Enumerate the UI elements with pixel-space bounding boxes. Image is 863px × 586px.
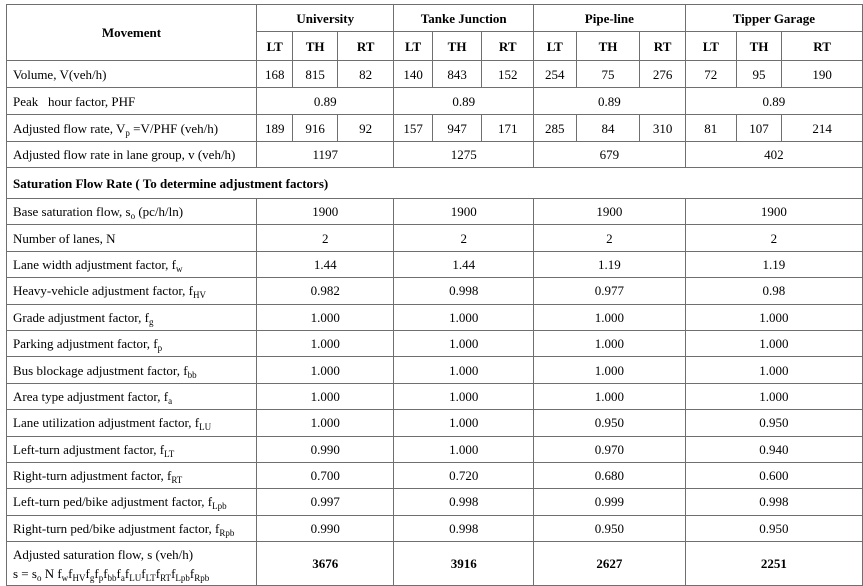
value-cell: 947 <box>432 115 482 142</box>
factor-label: Number of lanes, N <box>7 225 257 251</box>
factor-label: Lane width adjustment factor, $f_w$ <box>7 251 257 277</box>
factor-value-cell: 1900 <box>685 199 862 225</box>
movement-th: TH <box>736 32 781 61</box>
value-cell: 276 <box>640 61 685 88</box>
factor-value-cell: 0.998 <box>685 489 862 515</box>
value-cell: 285 <box>533 115 576 142</box>
traffic-analysis-table <box>6 4 863 586</box>
factor-value-cell: 1.000 <box>256 357 394 383</box>
value-cell: 815 <box>293 61 337 88</box>
factor-value-cell: 1.000 <box>685 383 862 409</box>
saturation-factor-row <box>7 225 863 251</box>
factor-label: Right-turn adjustment factor, $f_{RT}$ <box>7 462 257 488</box>
value-cell: 254 <box>533 61 576 88</box>
factor-value-cell: 1900 <box>256 199 394 225</box>
value-cell: 0.89 <box>685 88 862 115</box>
factor-value-cell: 1.000 <box>685 304 862 330</box>
saturation-factor-row <box>7 304 863 330</box>
factor-value-cell: 0.950 <box>685 515 862 541</box>
adjusted-saturation-title: Adjusted saturation flow, s (veh/h) <box>13 546 194 562</box>
factor-value-cell: 0.720 <box>394 462 533 488</box>
factor-value-cell: 1.000 <box>256 383 394 409</box>
movement-rt: RT <box>482 32 534 61</box>
volume-label: Volume, V(veh/h) <box>7 61 257 88</box>
saturation-factor-row <box>7 489 863 515</box>
saturation-factor-row <box>7 251 863 277</box>
factor-value-cell: 0.600 <box>685 462 862 488</box>
factor-value-cell: 1.000 <box>394 383 533 409</box>
factor-value-cell: 2 <box>685 225 862 251</box>
adjusted-saturation-value: 2627 <box>533 542 685 586</box>
factor-label: Right-turn ped/bike adjustment factor, $f_{Rpb}$ <box>7 515 257 541</box>
factor-value-cell: 1.44 <box>256 251 394 277</box>
saturation-factor-row <box>7 199 863 225</box>
volume-row <box>7 61 863 88</box>
value-cell: 0.89 <box>533 88 685 115</box>
approach-university: University <box>256 5 394 32</box>
value-cell: 402 <box>685 142 862 168</box>
factor-value-cell: 0.98 <box>685 278 862 304</box>
value-cell: 92 <box>337 115 394 142</box>
value-cell: 916 <box>293 115 337 142</box>
factor-value-cell: 1.000 <box>256 410 394 436</box>
value-cell: 168 <box>256 61 292 88</box>
movement-rt: RT <box>640 32 685 61</box>
factor-value-cell: 0.998 <box>394 515 533 541</box>
value-cell: 0.89 <box>256 88 394 115</box>
factor-label: Base saturation flow, $s_o$ (pc/h/ln) <box>7 199 257 225</box>
value-cell: 189 <box>256 115 292 142</box>
adjusted-saturation-value: 3916 <box>394 542 533 586</box>
saturation-factor-row <box>7 330 863 356</box>
factor-label: Bus blockage adjustment factor, $f_{bb}$ <box>7 357 257 383</box>
value-cell: 72 <box>685 61 736 88</box>
movement-header: Movement <box>7 5 257 61</box>
factor-value-cell: 0.982 <box>256 278 394 304</box>
value-cell: 310 <box>640 115 685 142</box>
factor-value-cell: 0.999 <box>533 489 685 515</box>
saturation-factor-row <box>7 278 863 304</box>
movement-th: TH <box>432 32 482 61</box>
value-cell: 190 <box>782 61 863 88</box>
factor-value-cell: 0.950 <box>533 515 685 541</box>
lane-group-flow-label: Adjusted flow rate in lane group, v (veh/h) <box>7 142 257 168</box>
saturation-factor-row <box>7 515 863 541</box>
value-cell: 82 <box>337 61 394 88</box>
value-cell: 95 <box>736 61 781 88</box>
factor-value-cell: 1.000 <box>533 357 685 383</box>
factor-value-cell: 1.19 <box>533 251 685 277</box>
factor-value-cell: 1.000 <box>394 436 533 462</box>
factor-value-cell: 1.000 <box>685 330 862 356</box>
factor-value-cell: 0.940 <box>685 436 862 462</box>
value-cell: 157 <box>394 115 432 142</box>
factor-value-cell: 0.998 <box>394 278 533 304</box>
value-cell: 843 <box>432 61 482 88</box>
factor-value-cell: 1900 <box>533 199 685 225</box>
factor-value-cell: 0.950 <box>533 410 685 436</box>
adjusted-flow-label: Adjusted flow rate, $V_p =V/PHF$ (veh/h) <box>7 115 257 142</box>
lane-group-flow-row <box>7 142 863 168</box>
factor-value-cell: 0.977 <box>533 278 685 304</box>
value-cell: 1197 <box>256 142 394 168</box>
saturation-factor-row <box>7 383 863 409</box>
factor-value-cell: 1.000 <box>533 304 685 330</box>
factor-value-cell: 1.000 <box>394 410 533 436</box>
adjusted-saturation-value: 3676 <box>256 542 394 586</box>
factor-value-cell: 2 <box>394 225 533 251</box>
approach-tanke-junction: Tanke Junction <box>394 5 533 32</box>
approach-tipper-garage: Tipper Garage <box>685 5 862 32</box>
movement-lt: LT <box>256 32 292 61</box>
factor-value-cell: 1.000 <box>533 330 685 356</box>
factor-label: Left-turn adjustment factor, $f_{LT}$ <box>7 436 257 462</box>
factor-value-cell: 1.000 <box>533 383 685 409</box>
phf-label: Peak hour factor, PHF <box>7 88 257 115</box>
saturation-factor-row <box>7 357 863 383</box>
phf-row <box>7 88 863 115</box>
factor-value-cell: 0.990 <box>256 436 394 462</box>
factor-value-cell: 2 <box>533 225 685 251</box>
factor-value-cell: 1.44 <box>394 251 533 277</box>
table-body <box>7 5 863 586</box>
factor-value-cell: 0.997 <box>256 489 394 515</box>
saturation-factor-row <box>7 436 863 462</box>
value-cell: 214 <box>782 115 863 142</box>
value-cell: 140 <box>394 61 432 88</box>
factor-value-cell: 0.950 <box>685 410 862 436</box>
movement-th: TH <box>576 32 640 61</box>
factor-value-cell: 1.000 <box>394 330 533 356</box>
factor-value-cell: 1900 <box>394 199 533 225</box>
factor-value-cell: 1.000 <box>256 304 394 330</box>
adjusted-saturation-formula: $s = s_o$ N $f_wf_{HV}f_gf_pf_{bb}f_af_{LU}f_{LT}f_{RT}f_{Lpb}f_{Rpb}$ <box>13 565 210 583</box>
approach-pipe-line: Pipe-line <box>533 5 685 32</box>
factor-value-cell: 1.000 <box>685 357 862 383</box>
adjusted-saturation-label <box>7 542 257 586</box>
factor-value-cell: 0.990 <box>256 515 394 541</box>
movement-lt: LT <box>394 32 432 61</box>
factor-label: Lane utilization adjustment factor, $f_{LU}$ <box>7 410 257 436</box>
value-cell: 152 <box>482 61 534 88</box>
adjusted-saturation-value: 2251 <box>685 542 862 586</box>
value-cell: 75 <box>576 61 640 88</box>
factor-label: Parking adjustment factor, $f_p$ <box>7 330 257 356</box>
value-cell: 1275 <box>394 142 533 168</box>
factor-value-cell: 0.700 <box>256 462 394 488</box>
movement-lt: LT <box>533 32 576 61</box>
factor-value-cell: 1.000 <box>394 304 533 330</box>
factor-value-cell: 0.970 <box>533 436 685 462</box>
value-cell: 171 <box>482 115 534 142</box>
factor-label: Left-turn ped/bike adjustment factor, $f_{Lpb}$ <box>7 489 257 515</box>
adjusted-saturation-row <box>7 542 863 586</box>
saturation-factor-row <box>7 462 863 488</box>
factor-value-cell: 1.000 <box>394 357 533 383</box>
adjusted-flow-row <box>7 115 863 142</box>
saturation-section-header <box>7 168 863 199</box>
movement-th: TH <box>293 32 337 61</box>
factor-value-cell: 2 <box>256 225 394 251</box>
saturation-section-title: Saturation Flow Rate ( To determine adjustment factors) <box>7 168 863 199</box>
factor-value-cell: 0.680 <box>533 462 685 488</box>
approach-header-row <box>7 5 863 32</box>
value-cell: 84 <box>576 115 640 142</box>
value-cell: 81 <box>685 115 736 142</box>
value-cell: 679 <box>533 142 685 168</box>
value-cell: 107 <box>736 115 781 142</box>
movement-lt: LT <box>685 32 736 61</box>
factor-label: Heavy-vehicle adjustment factor, $f_{HV}$ <box>7 278 257 304</box>
factor-value-cell: 0.998 <box>394 489 533 515</box>
value-cell: 0.89 <box>394 88 533 115</box>
factor-value-cell: 1.000 <box>256 330 394 356</box>
movement-rt: RT <box>782 32 863 61</box>
factor-label: Area type adjustment factor, $f_a$ <box>7 383 257 409</box>
factor-label: Grade adjustment factor, $f_g$ <box>7 304 257 330</box>
saturation-factor-row <box>7 410 863 436</box>
movement-rt: RT <box>337 32 394 61</box>
factor-value-cell: 1.19 <box>685 251 862 277</box>
